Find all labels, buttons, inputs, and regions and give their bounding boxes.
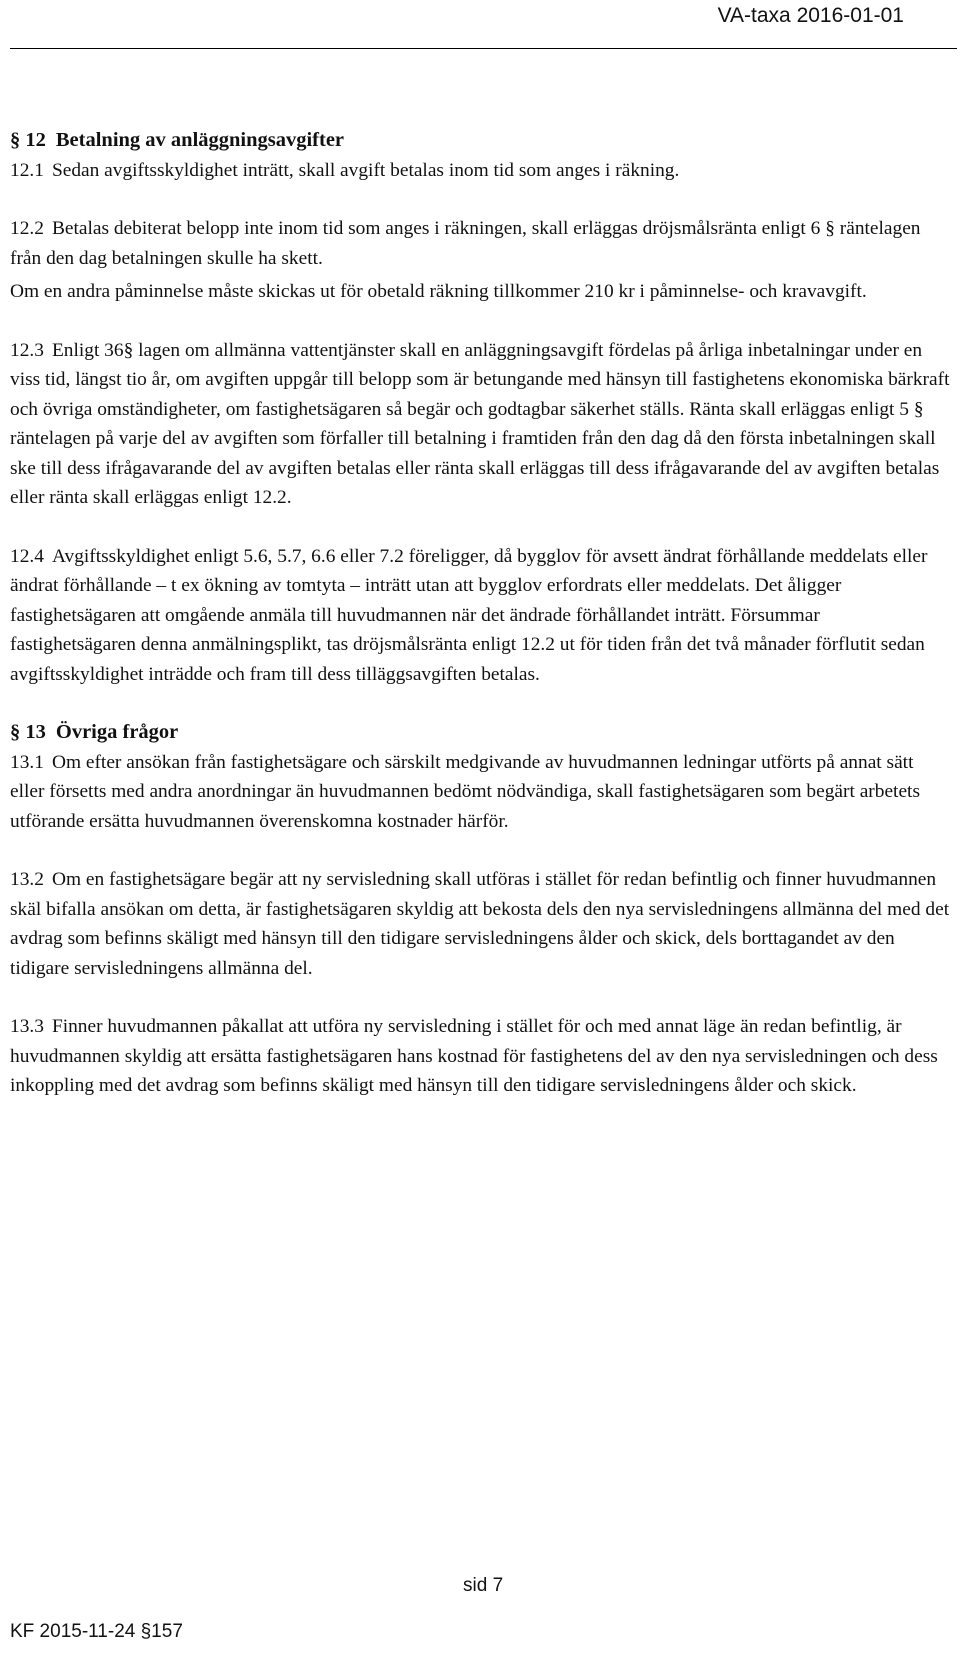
paragraph-13-3: [10, 1012, 950, 1101]
paragraph-13-2-number: 13.2: [10, 869, 44, 890]
section-12-heading: [10, 126, 950, 156]
footer-reference: KF 2015-11-24 §157: [10, 1621, 183, 1642]
paragraph-12-3-number: 12.3: [10, 339, 44, 361]
paragraph-12-2-reminder: Om en andra påminnelse måste skickas ut för obetald räkning tillkommer 210 kr i påminnelse- och kravavgift.: [10, 281, 867, 302]
paragraph-12-2-text: Betalas debiterat belopp inte inom tid som anges i räkningen, skall erläggas dröjsmålsränta enligt 6 § räntelagen från den dag betalningen skulle ha skett.: [10, 218, 921, 269]
paragraph-12-1-number: 12.1: [10, 159, 44, 181]
section-12-title: Betalning av anläggningsavgifter: [55, 129, 345, 151]
section-12-number: § 12: [10, 129, 46, 151]
paragraph-12-3-text: Enligt 36§ lagen om allmänna vattentjänster skall en anläggningsavgift fördelas på årliga inbetalningar under en viss tid, längst tio år, om avgiften uppgår till belopp som är betungande med hänsyn till fastighetens ekonomiska bärkraft och övriga omständigheter, om fastighetsägaren så begär och godtagbar säkerhet ställs. Ränta skall erläggas enligt 5 § räntelagen på varje del av avgiften som förfaller till betalning i framtiden från den dag då den första inbetalningen skall ske till dess ifrågavarande del av avgiften betalas eller ränta skall erläggas till dess ifrågavarande del av avgiften betalas eller ränta skall erläggas enligt 12.2.: [10, 339, 950, 508]
paragraph-12-4-text: Avgiftsskyldighet enligt 5.6, 5.7, 6.6 eller 7.2 föreligger, då bygglov för avsett ändrat förhållande meddelats eller ändrat förhållande – t ex ökning av tomtyta – inträtt utan att bygglov erfordrats eller meddelats. Det åligger fastighetsägaren att omgående anmäla till huvudmannen när det ändrade förhållandet inträtt. Försummar fastighetsägaren denna anmälningsplikt, tas dröjsmålsränta enligt 12.2 ut för tiden från det två månader förflutit sedan avgiftsskyldighet inträdde och fram till dess tilläggsavgiften betalas.: [10, 545, 928, 685]
section-13-number: § 13: [10, 721, 46, 743]
section-13-title: Övriga frågor: [55, 721, 179, 743]
header-divider: [10, 48, 957, 49]
document-header-title: VA-taxa 2016-01-01: [717, 4, 904, 27]
paragraph-12-4: [10, 542, 950, 690]
paragraph-12-1-text: Sedan avgiftsskyldighet inträtt, skall avgift betalas inom tid som anges i räkning.: [51, 159, 680, 181]
paragraph-13-2-text: Om en fastighetsägare begär att ny servisledning skall utföras i stället för redan befintlig och finner huvudmannen skäl bifalla ansökan om detta, är fastighetsägaren skyldig att bekosta dels den nya servisledningens allmänna del med det avdrag som befinns skäligt med hänsyn till den tidigare servisledningens ålder och skick, dels borttagandet av den tidigare servisledningens allmänna del.: [10, 869, 950, 979]
paragraph-12-2: [10, 214, 950, 273]
paragraph-13-1-text: Om efter ansökan från fastighetsägare och särskilt medgivande av huvudmannen ledningar utförts på annat sätt eller försetts med andra anordningar än huvudmannen bedömt nödvändiga, skall fastighetsägaren som begärt arbetets utförande ersätta huvudmannen överenskomna kostnader härför.: [10, 751, 920, 832]
paragraph-13-3-text: Finner huvudmannen påkallat att utföra ny servisledning i stället för och med annat läge än redan befintlig, är huvudmannen skyldig att ersätta fastighetsägaren hans kostnad för fastighetens del av den nya servisledningen och dess inkoppling med det avdrag som befinns skäligt med hänsyn till den tidigare servisledningens ålder och skick.: [10, 1016, 938, 1096]
paragraph-12-1: [10, 156, 950, 186]
page-number: sid 7: [463, 1575, 504, 1596]
paragraph-13-1: [10, 748, 950, 837]
document-body: [10, 126, 950, 1101]
section-13-heading: [10, 718, 950, 748]
paragraph-13-3-number: 13.3: [10, 1016, 44, 1037]
paragraph-13-1-number: 13.1: [10, 751, 44, 773]
paragraph-13-2: [10, 865, 950, 983]
paragraph-12-2-number: 12.2: [10, 218, 44, 239]
paragraph-12-4-number: 12.4: [10, 545, 44, 567]
paragraph-12-3: [10, 336, 950, 513]
